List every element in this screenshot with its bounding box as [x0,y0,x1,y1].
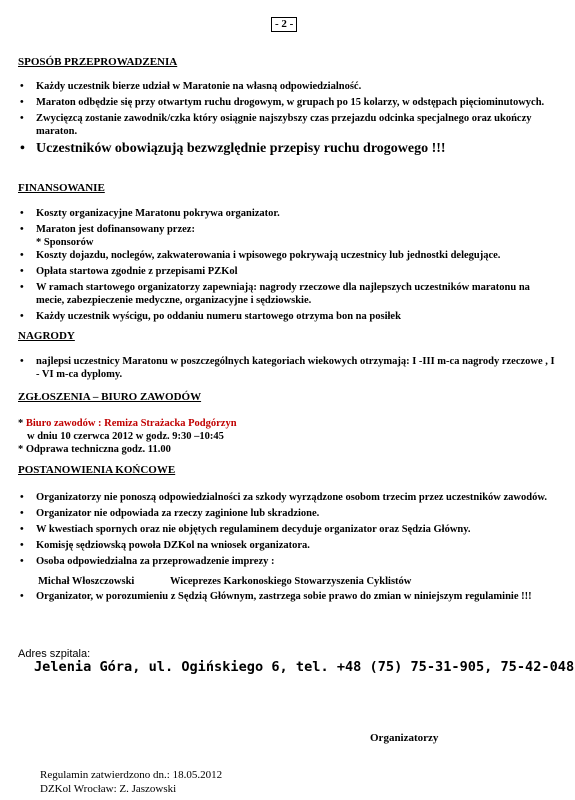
list-item: • Opłata startowa zgodnie z przepisami PZKol [18,265,558,278]
heading-nagrody: NAGRODY [18,330,75,342]
list-item: • Zwycięzcą zostanie zawodnik/czka który osiągnie najszybszy czas przejazdu odcinka specjalnego oraz ukończy maraton. [18,112,558,138]
list-item: • Komisję sędziowską powoła DZKol na wniosek organizatora. [18,539,558,552]
list-item: • W ramach startowego organizatorzy zapewniają: nagrody rzeczowe dla najlepszych uczestników maratonu na mecie, zabezpieczenie medyczne, organizacyjne i sędziowskie. [18,281,558,307]
signature: Organizatorzy [370,732,439,744]
list-item: • Koszty dojazdu, noclegów, zakwaterowania i wpisowego pokrywają uczestnicy lub jednostki delegujące. [18,249,558,262]
list-item: • Organizator nie odpowiada za rzeczy zaginione lub skradzione. [18,507,558,520]
heading-sposob: SPOSÓB PRZEPROWADZENIA [18,56,178,68]
list-postanowienia-cont [18,590,558,603]
list-item: • Uczestników obowiązują bezwzględnie przepisy ruchu drogowego !!! [18,140,558,157]
responsible-person: Michał Włoszczowski [38,576,135,587]
list-item: • Organizatorzy nie ponoszą odpowiedzialności za szkody wyrządzone osobom trzecim przez uczestników zawodów. [18,491,558,504]
tech-line: * Odprawa techniczna godz. 11.00 [18,444,171,455]
biuro-line [18,417,237,430]
list-item: • Każdy uczestnik bierze udział w Maratonie na własną odpowiedzialność. [18,80,558,93]
heading-postanowienia: POSTANOWIENIA KOŃCOWE [18,464,176,476]
list-item: • Osoba odpowiedzialna za przeprowadzenie imprezy : [18,555,558,568]
list-item: • najlepsi uczestnicy Maratonu w poszczególnych kategoriach wiekowych otrzymają: I -III m-ca nagrody rzeczowe , I - VI m-ca dyplomy. [18,355,558,381]
responsible-role: Wiceprezes Karkonoskiego Stowarzyszenia Cyklistów [170,576,412,587]
biuro-text: Biuro zawodów : Remiza Strażacka Podgórzyn [25,418,237,429]
list-postanowienia [18,491,558,568]
list-sposob [18,80,558,157]
footer-dzkol: DZKol Wrocław: Z. Jaszowski [40,783,177,795]
list-item: • W kwestiach spornych oraz nie objętych regulaminem decyduje organizator oraz Sędzia Główny. [18,523,558,536]
list-item: • Koszty organizacyjne Maratonu pokrywa organizator. [18,207,558,220]
heading-zgloszenia: ZGŁOSZENIA – BIURO ZAWODÓW [18,391,202,403]
sponsor-line: * Sponsorów [36,237,94,248]
list-item: • Organizator, w porozumieniu z Sędzią Głównym, zastrzega sobie prawo do zmian w niniejszym regulaminie !!! [18,590,558,603]
list-item: • Maraton jest dofinansowany przez: [18,223,558,236]
date-line: w dniu 10 czerwca 2012 w godz. 9:30 –10:45 [27,431,224,442]
list-finansowanie-cont [18,249,558,323]
hospital-label: Adres szpitala: [18,648,91,660]
list-item: • Każdy uczestnik wyścigu, po oddaniu numeru startowego otrzyma bon na posiłek [18,310,558,323]
hospital-address: Jelenia Góra, ul. Ogińskiego 6, tel. +48 (75) 75-31-905, 75-42-048 [34,659,575,675]
list-item: • Maraton odbędzie się przy otwartym ruchu drogowym, w grupach po 15 kolarzy, w odstępach pięciominutowych. [18,96,558,109]
heading-finansowanie: FINANSOWANIE [18,182,105,194]
list-nagrody [18,355,558,381]
page-number: - 2 - [271,17,297,32]
star-mark: * [18,418,26,429]
footer-approval: Regulamin zatwierdzono dn.: 18.05.2012 [40,769,223,781]
list-finansowanie [18,207,558,236]
